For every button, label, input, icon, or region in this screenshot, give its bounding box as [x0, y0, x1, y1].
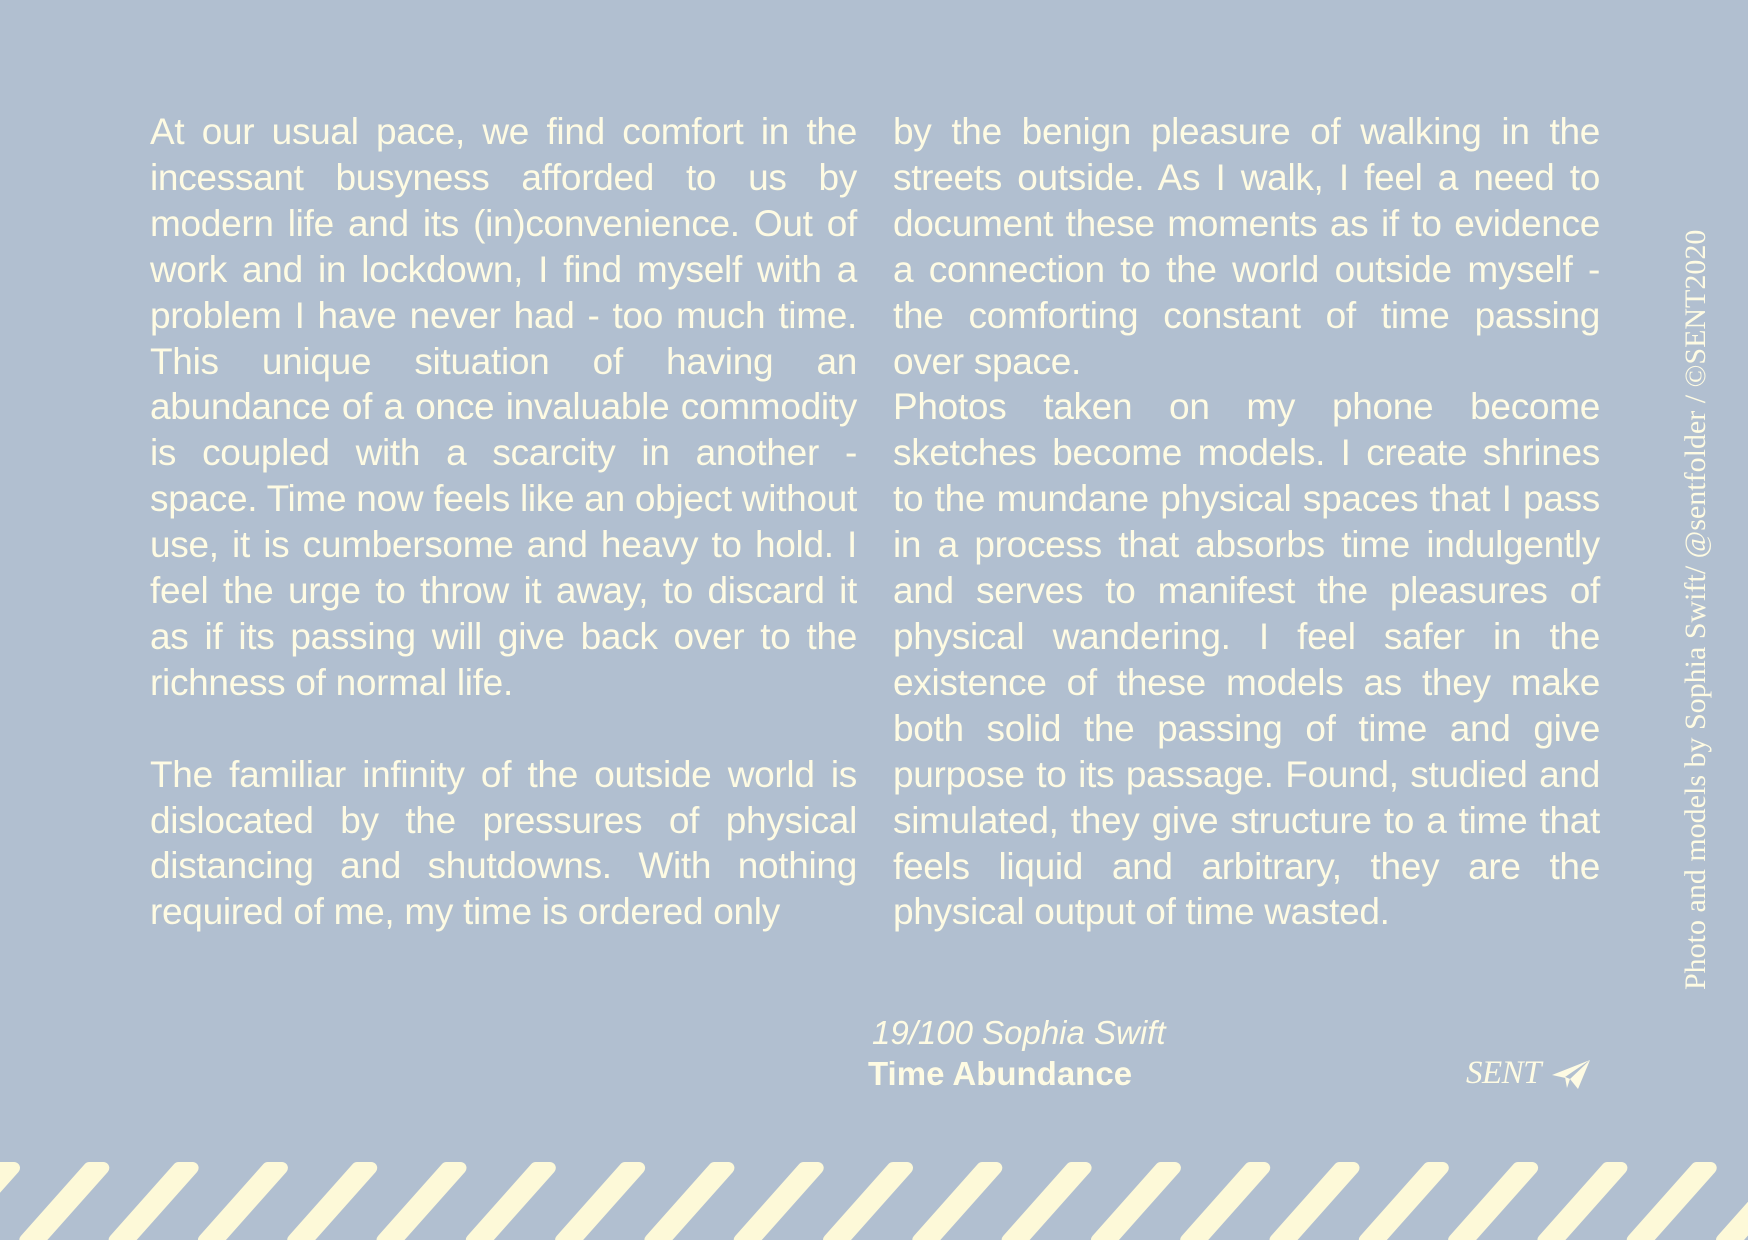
stripe — [1454, 1168, 1532, 1240]
body-right-column — [893, 109, 1600, 935]
brand-logo: SENT — [1466, 1055, 1542, 1091]
paragraph: The familiar infinity of the outside world is dislocated by the pressures of physical distancing and shutdowns. With nothing required of me, my time is ordered only — [150, 753, 857, 933]
stripe — [293, 1168, 371, 1240]
stripe — [1097, 1168, 1175, 1240]
stripe — [1008, 1168, 1086, 1240]
paragraph: Photos taken on my phone become sketches become models. I create shrines to the mundane physical spaces that I pass in a process that absorbs time indulgently and serves to manifest the pleasures of physical wandering. I feel safer in the existence of these models as they make both solid the passing of time and give purpose to its passage. Found, studied and simulated, they give structure to a time that feels liquid and arbitrary, they are the physical output of time wasted. — [893, 386, 1600, 933]
diagonal-stripe-border — [0, 1160, 1748, 1240]
stripe — [204, 1168, 282, 1240]
paragraph-spacer — [150, 706, 857, 752]
stripe — [1365, 1168, 1443, 1240]
stripe — [383, 1168, 461, 1240]
stripe — [1633, 1168, 1711, 1240]
photo-credit: Photo and models by Sophia Swift/ @sentfolder / ©SENT2020 — [1679, 229, 1712, 990]
stripe — [472, 1168, 550, 1240]
brand-mark — [1466, 1055, 1591, 1092]
stripe — [1543, 1168, 1621, 1240]
stripe — [25, 1168, 103, 1240]
stripe — [0, 1168, 14, 1240]
stripe — [1186, 1168, 1264, 1240]
edition-number: 19/100 Sophia Swift — [872, 1014, 1166, 1051]
body-left-column — [150, 109, 857, 935]
paper-plane-icon — [1551, 1058, 1591, 1090]
paragraph: At our usual pace, we find comfort in the incessant busyness afforded to us by modern life and its (in)convenience. Out of work and in lockdown, I find myself with a problem I have never had - too much time. This unique situation of having an abundance of a once invaluable commodity is coupled with a scarcity in another - space. Time now feels like an object without use, it is cumbersome and heavy to hold. I feel the urge to throw it away, to discard it as if its passing will give back over to the richness of normal life. — [150, 111, 857, 703]
stripe — [115, 1168, 193, 1240]
stripe — [650, 1168, 728, 1240]
paragraph: by the benign pleasure of walking in the streets outside. As I walk, I feel a need to document these moments as if to evidence a connection to the world outside myself - the comforting constant of time passing over space. — [893, 111, 1600, 382]
stripe — [918, 1168, 996, 1240]
stripe — [740, 1168, 818, 1240]
stripe — [561, 1168, 639, 1240]
stripe — [1722, 1168, 1748, 1240]
stripe — [829, 1168, 907, 1240]
stripe — [1276, 1168, 1354, 1240]
work-title: Time Abundance — [868, 1055, 1133, 1092]
